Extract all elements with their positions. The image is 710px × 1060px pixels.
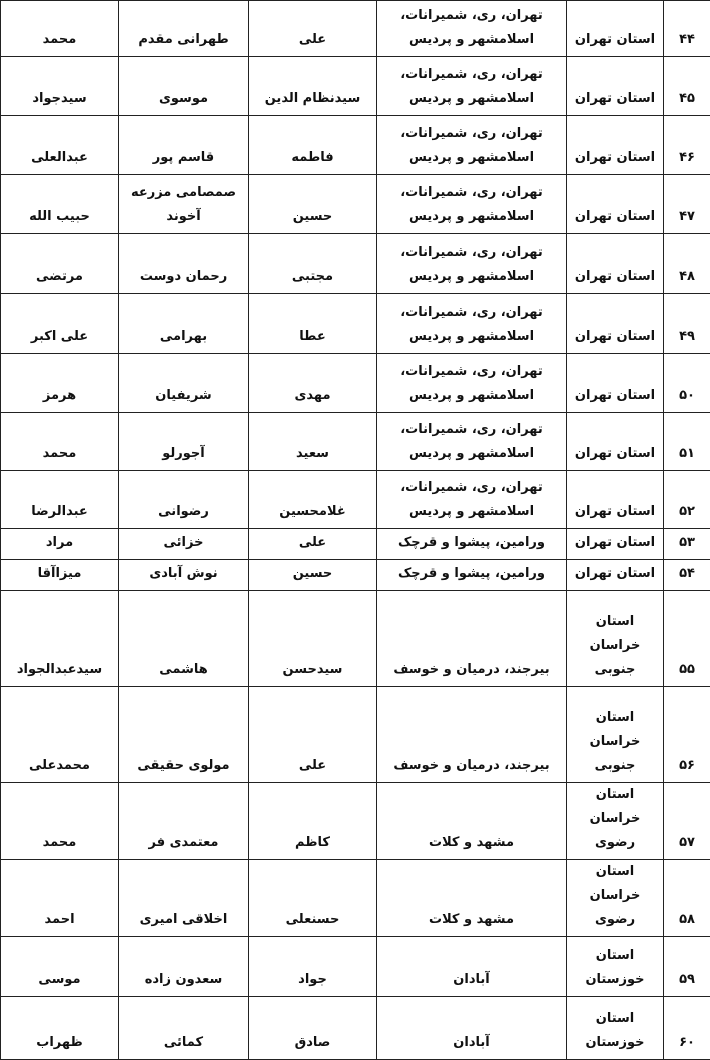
first-name-cell: حسین [249, 560, 377, 591]
constituency-cell: تهران، ری، شمیرانات، اسلامشهر و پردیس [377, 57, 567, 116]
row-number: ۵۱ [664, 413, 710, 471]
first-name-cell: حسین [249, 175, 377, 234]
province-cell: استان تهران [567, 413, 664, 471]
father-name-cell: محمد [1, 783, 119, 860]
table-row [1, 413, 710, 471]
father-name-cell: سیدعبدالجواد [1, 591, 119, 687]
father-name-cell: عبدالرضا [1, 471, 119, 529]
constituency-cell: تهران، ری، شمیرانات، اسلامشهر و پردیس [377, 294, 567, 354]
province-cell: استان تهران [567, 234, 664, 294]
constituency-cell: مشهد و کلات [377, 860, 567, 937]
last-name-cell: هاشمی [119, 591, 249, 687]
constituency-cell: تهران، ری، شمیرانات، اسلامشهر و پردیس [377, 1, 567, 57]
table-row [1, 591, 710, 687]
province-cell: استان خراسان جنوبی [567, 687, 664, 783]
last-name-cell: معتمدی فر [119, 783, 249, 860]
first-name-cell: غلامحسین [249, 471, 377, 529]
row-number: ۴۴ [664, 1, 710, 57]
last-name-cell: اخلاقی امیری [119, 860, 249, 937]
constituency-cell: مشهد و کلات [377, 783, 567, 860]
last-name-cell: طهرانی مقدم [119, 1, 249, 57]
row-number: ۵۸ [664, 860, 710, 937]
last-name-cell: رحمان دوست [119, 234, 249, 294]
first-name-cell: مهدی [249, 354, 377, 413]
table-row [1, 234, 710, 294]
province-cell: استان خراسان جنوبی [567, 591, 664, 687]
table-row [1, 783, 710, 860]
last-name-cell: سعدون زاده [119, 937, 249, 997]
row-number: ۴۸ [664, 234, 710, 294]
father-name-cell: محمدعلی [1, 687, 119, 783]
constituency-cell: تهران، ری، شمیرانات، اسلامشهر و پردیس [377, 116, 567, 175]
father-name-cell: احمد [1, 860, 119, 937]
province-cell: استان تهران [567, 471, 664, 529]
father-name-cell: عبدالعلی [1, 116, 119, 175]
province-cell: استان خوزستان [567, 997, 664, 1060]
table-row [1, 1, 710, 57]
row-number: ۵۳ [664, 529, 710, 560]
first-name-cell: جواد [249, 937, 377, 997]
table-row [1, 471, 710, 529]
constituency-cell: بیرجند، درمیان و خوسف [377, 687, 567, 783]
table-row [1, 294, 710, 354]
last-name-cell: موسوی [119, 57, 249, 116]
constituency-cell: تهران، ری، شمیرانات، اسلامشهر و پردیس [377, 354, 567, 413]
first-name-cell: کاظم [249, 783, 377, 860]
row-number: ۴۵ [664, 57, 710, 116]
father-name-cell: موسی [1, 937, 119, 997]
first-name-cell: مجتبی [249, 234, 377, 294]
row-number: ۴۹ [664, 294, 710, 354]
table-row [1, 560, 710, 591]
father-name-cell: میزاآقا [1, 560, 119, 591]
first-name-cell: سیدحسن [249, 591, 377, 687]
last-name-cell: مولوی حقیقی [119, 687, 249, 783]
father-name-cell: محمد [1, 413, 119, 471]
father-name-cell: سیدجواد [1, 57, 119, 116]
table-row [1, 997, 710, 1060]
province-cell: استان تهران [567, 354, 664, 413]
last-name-cell: آجورلو [119, 413, 249, 471]
father-name-cell: ظهراب [1, 997, 119, 1060]
province-cell: استان خراسان رضوی [567, 783, 664, 860]
first-name-cell: فاطمه [249, 116, 377, 175]
constituency-cell: تهران، ری، شمیرانات، اسلامشهر و پردیس [377, 471, 567, 529]
father-name-cell: حبیب الله [1, 175, 119, 234]
province-cell: استان تهران [567, 57, 664, 116]
table-body [1, 1, 710, 1060]
constituency-cell: بیرجند، درمیان و خوسف [377, 591, 567, 687]
table-row [1, 116, 710, 175]
first-name-cell: علی [249, 687, 377, 783]
table-row [1, 937, 710, 997]
row-number: ۵۶ [664, 687, 710, 783]
last-name-cell: خزائی [119, 529, 249, 560]
father-name-cell: مرتضی [1, 234, 119, 294]
first-name-cell: سیدنظام الدین [249, 57, 377, 116]
row-number: ۶۰ [664, 997, 710, 1060]
first-name-cell: حسنعلی [249, 860, 377, 937]
table-row [1, 354, 710, 413]
father-name-cell: هرمز [1, 354, 119, 413]
row-number: ۴۶ [664, 116, 710, 175]
constituency-cell: ورامین، پیشوا و قرچک [377, 529, 567, 560]
father-name-cell: علی اکبر [1, 294, 119, 354]
constituency-cell: ورامین، پیشوا و قرچک [377, 560, 567, 591]
province-cell: استان تهران [567, 1, 664, 57]
first-name-cell: علی [249, 1, 377, 57]
first-name-cell: سعید [249, 413, 377, 471]
last-name-cell: رضوانی [119, 471, 249, 529]
province-cell: استان خوزستان [567, 937, 664, 997]
first-name-cell: علی [249, 529, 377, 560]
last-name-cell: شریفیان [119, 354, 249, 413]
last-name-cell: نوش آبادی [119, 560, 249, 591]
constituency-cell: تهران، ری، شمیرانات، اسلامشهر و پردیس [377, 234, 567, 294]
constituency-cell: آبادان [377, 997, 567, 1060]
row-number: ۵۲ [664, 471, 710, 529]
row-number: ۴۷ [664, 175, 710, 234]
row-number: ۵۰ [664, 354, 710, 413]
last-name-cell: قاسم پور [119, 116, 249, 175]
province-cell: استان تهران [567, 294, 664, 354]
constituency-cell: تهران، ری، شمیرانات، اسلامشهر و پردیس [377, 175, 567, 234]
last-name-cell: صمصامی مزرعه آخوند [119, 175, 249, 234]
constituency-cell: تهران، ری، شمیرانات، اسلامشهر و پردیس [377, 413, 567, 471]
father-name-cell: محمد [1, 1, 119, 57]
table-row [1, 860, 710, 937]
row-number: ۵۹ [664, 937, 710, 997]
table-row [1, 687, 710, 783]
constituency-cell: آبادان [377, 937, 567, 997]
table-row [1, 57, 710, 116]
first-name-cell: صادق [249, 997, 377, 1060]
row-number: ۵۷ [664, 783, 710, 860]
province-cell: استان تهران [567, 116, 664, 175]
last-name-cell: کمائی [119, 997, 249, 1060]
province-cell: استان تهران [567, 560, 664, 591]
table-row [1, 529, 710, 560]
province-cell: استان تهران [567, 175, 664, 234]
province-cell: استان خراسان رضوی [567, 860, 664, 937]
table-row [1, 175, 710, 234]
father-name-cell: مراد [1, 529, 119, 560]
first-name-cell: عطا [249, 294, 377, 354]
row-number: ۵۴ [664, 560, 710, 591]
province-cell: استان تهران [567, 529, 664, 560]
last-name-cell: بهرامی [119, 294, 249, 354]
row-number: ۵۵ [664, 591, 710, 687]
